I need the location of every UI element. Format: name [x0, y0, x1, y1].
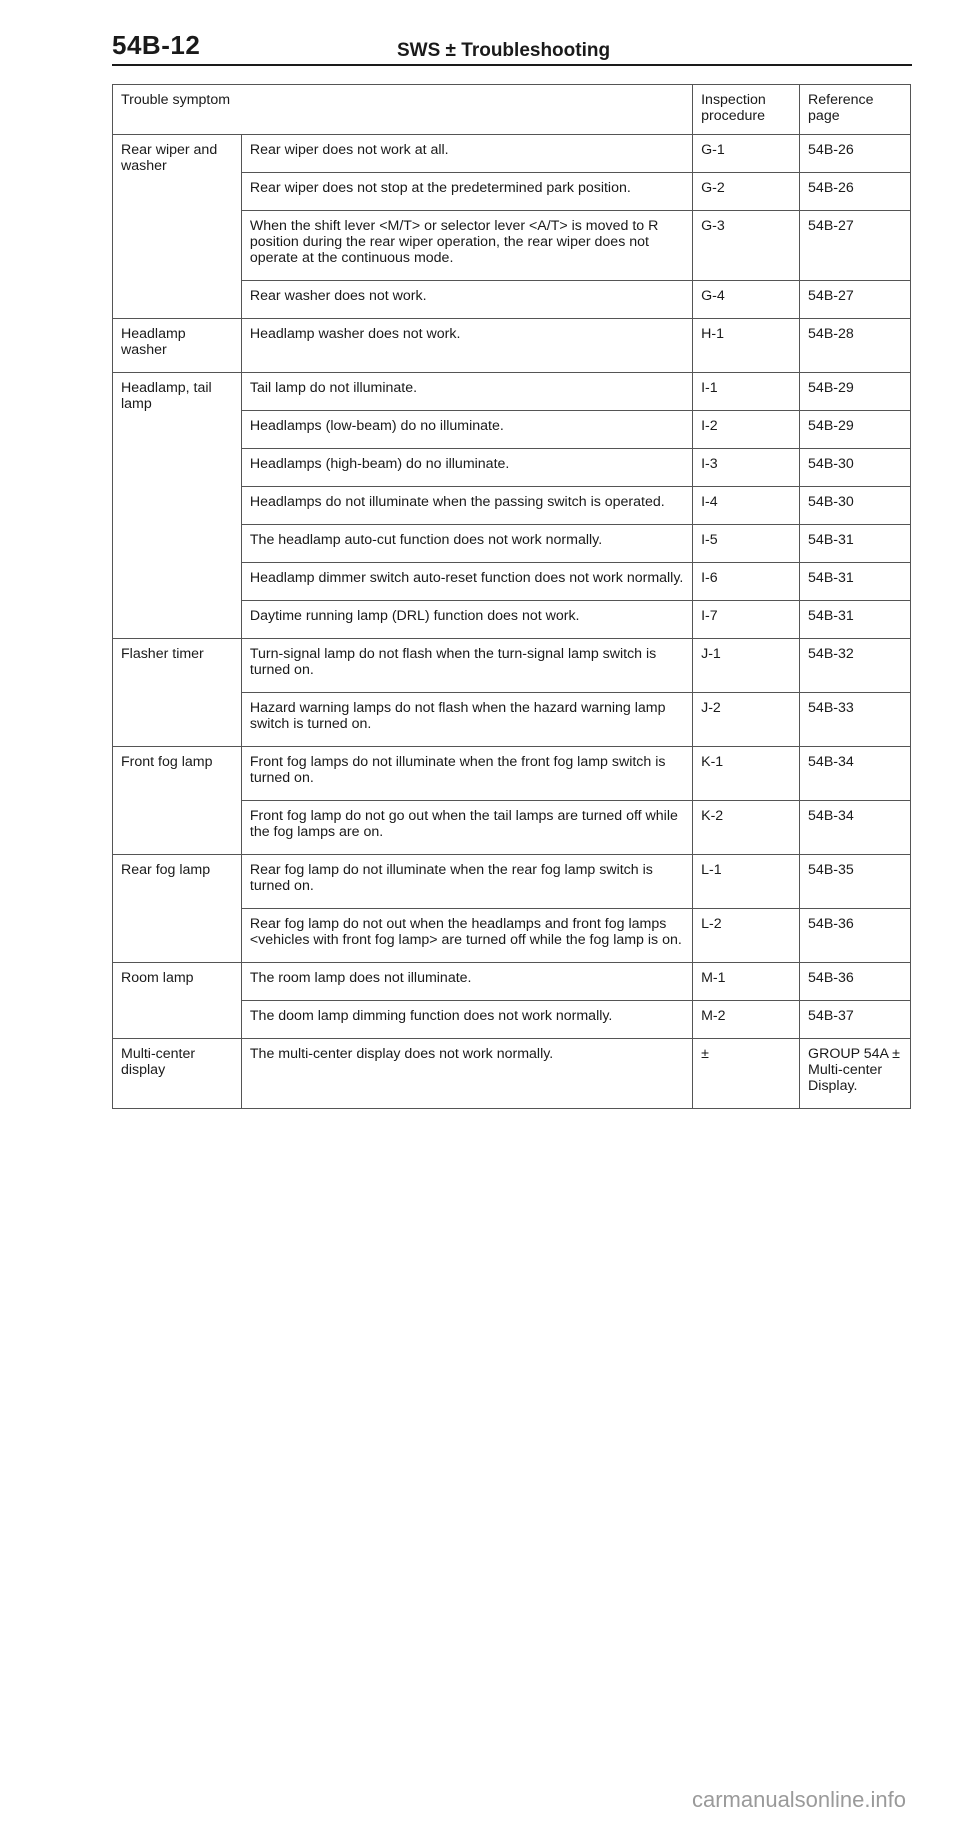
reference-page-cell: 54B-29 — [800, 373, 911, 411]
description-cell: When the shift lever <M/T> or selector lever <A/T> is moved to R position during the rear wiper operation, the rear wiper does not operate at the continuous mode. — [241, 211, 692, 281]
table-header-row — [113, 85, 911, 135]
troubleshooting-table — [112, 84, 911, 1109]
description-cell: Rear wiper does not work at all. — [241, 135, 692, 173]
description-cell: Hazard warning lamps do not flash when the hazard warning lamp switch is turned on. — [241, 693, 692, 747]
description-cell: Front fog lamps do not illuminate when the front fog lamp switch is turned on. — [241, 747, 692, 801]
reference-page-cell: 54B-32 — [800, 639, 911, 693]
table-row — [113, 135, 911, 173]
procedure-cell: L-2 — [693, 909, 800, 963]
reference-page-cell: 54B-34 — [800, 801, 911, 855]
table-row — [113, 747, 911, 801]
description-cell: Tail lamp do not illuminate. — [241, 373, 692, 411]
procedure-cell: I-4 — [693, 487, 800, 525]
description-cell: Rear wiper does not stop at the predetermined park position. — [241, 173, 692, 211]
description-cell: Front fog lamp do not go out when the tail lamps are turned off while the fog lamps are on. — [241, 801, 692, 855]
description-cell: The room lamp does not illuminate. — [241, 963, 692, 1001]
header-rule — [112, 64, 912, 66]
symptom-cell: Headlamp washer — [113, 319, 242, 373]
procedure-cell: K-2 — [693, 801, 800, 855]
reference-page-cell: 54B-36 — [800, 963, 911, 1001]
symptom-cell: Rear fog lamp — [113, 855, 242, 963]
symptom-cell: Flasher timer — [113, 639, 242, 747]
procedure-cell: ± — [693, 1039, 800, 1109]
reference-page-cell: 54B-27 — [800, 211, 911, 281]
description-cell: Headlamps (high-beam) do no illuminate. — [241, 449, 692, 487]
reference-page-cell: 54B-31 — [800, 601, 911, 639]
symptom-cell: Headlamp, tail lamp — [113, 373, 242, 639]
reference-page-cell: 54B-35 — [800, 855, 911, 909]
procedure-cell: I-7 — [693, 601, 800, 639]
table-row — [113, 639, 911, 693]
reference-page-cell: GROUP 54A ± Multi-center Display. — [800, 1039, 911, 1109]
procedure-cell: J-2 — [693, 693, 800, 747]
reference-page-cell: 54B-27 — [800, 281, 911, 319]
procedure-cell: G-3 — [693, 211, 800, 281]
procedure-cell: I-3 — [693, 449, 800, 487]
table-row — [113, 855, 911, 909]
description-cell: Rear washer does not work. — [241, 281, 692, 319]
reference-page-cell: 54B-34 — [800, 747, 911, 801]
symptom-cell: Rear wiper and washer — [113, 135, 242, 319]
description-cell: Headlamp dimmer switch auto-reset function does not work normally. — [241, 563, 692, 601]
page-number: 54B-12 — [112, 30, 201, 60]
reference-page-cell: 54B-30 — [800, 487, 911, 525]
column-header-procedure: Inspection procedure — [693, 85, 800, 135]
column-header-reference: Reference page — [800, 85, 911, 135]
description-cell: The doom lamp dimming function does not work normally. — [241, 1001, 692, 1039]
procedure-cell: I-5 — [693, 525, 800, 563]
procedure-cell: J-1 — [693, 639, 800, 693]
symptom-cell: Multi-center display — [113, 1039, 242, 1109]
reference-page-cell: 54B-31 — [800, 563, 911, 601]
description-cell: The multi-center display does not work normally. — [241, 1039, 692, 1109]
description-cell: Rear fog lamp do not illuminate when the rear fog lamp switch is turned on. — [241, 855, 692, 909]
reference-page-cell: 54B-30 — [800, 449, 911, 487]
table-row — [113, 373, 911, 411]
description-cell: Daytime running lamp (DRL) function does not work. — [241, 601, 692, 639]
footer-watermark: carmanualsonline.info — [691, 1787, 906, 1812]
page-header — [112, 30, 912, 70]
description-cell: Headlamps do not illuminate when the passing switch is operated. — [241, 487, 692, 525]
symptom-cell: Room lamp — [113, 963, 242, 1039]
procedure-cell: M-2 — [693, 1001, 800, 1039]
description-cell: Turn-signal lamp do not flash when the turn-signal lamp switch is turned on. — [241, 639, 692, 693]
procedure-cell: L-1 — [693, 855, 800, 909]
table-row — [113, 1039, 911, 1109]
page-title: SWS ± Troubleshooting — [397, 40, 611, 61]
procedure-cell: G-4 — [693, 281, 800, 319]
reference-page-cell: 54B-26 — [800, 135, 911, 173]
reference-page-cell: 54B-26 — [800, 173, 911, 211]
description-cell: Headlamps (low-beam) do no illuminate. — [241, 411, 692, 449]
table-body — [113, 135, 911, 1109]
reference-page-cell: 54B-31 — [800, 525, 911, 563]
symptom-cell: Front fog lamp — [113, 747, 242, 855]
table-row — [113, 319, 911, 373]
description-cell: Rear fog lamp do not out when the headlamps and front fog lamps <vehicles with front fog lamp> are turned off while the fog lamp is on. — [241, 909, 692, 963]
procedure-cell: G-1 — [693, 135, 800, 173]
column-header-symptom: Trouble symptom — [113, 85, 693, 135]
reference-page-cell: 54B-33 — [800, 693, 911, 747]
procedure-cell: I-6 — [693, 563, 800, 601]
reference-page-cell: 54B-37 — [800, 1001, 911, 1039]
procedure-cell: G-2 — [693, 173, 800, 211]
procedure-cell: K-1 — [693, 747, 800, 801]
table-row — [113, 963, 911, 1001]
reference-page-cell: 54B-28 — [800, 319, 911, 373]
procedure-cell: M-1 — [693, 963, 800, 1001]
procedure-cell: I-2 — [693, 411, 800, 449]
procedure-cell: H-1 — [693, 319, 800, 373]
reference-page-cell: 54B-36 — [800, 909, 911, 963]
reference-page-cell: 54B-29 — [800, 411, 911, 449]
procedure-cell: I-1 — [693, 373, 800, 411]
description-cell: The headlamp auto-cut function does not work normally. — [241, 525, 692, 563]
description-cell: Headlamp washer does not work. — [241, 319, 692, 373]
